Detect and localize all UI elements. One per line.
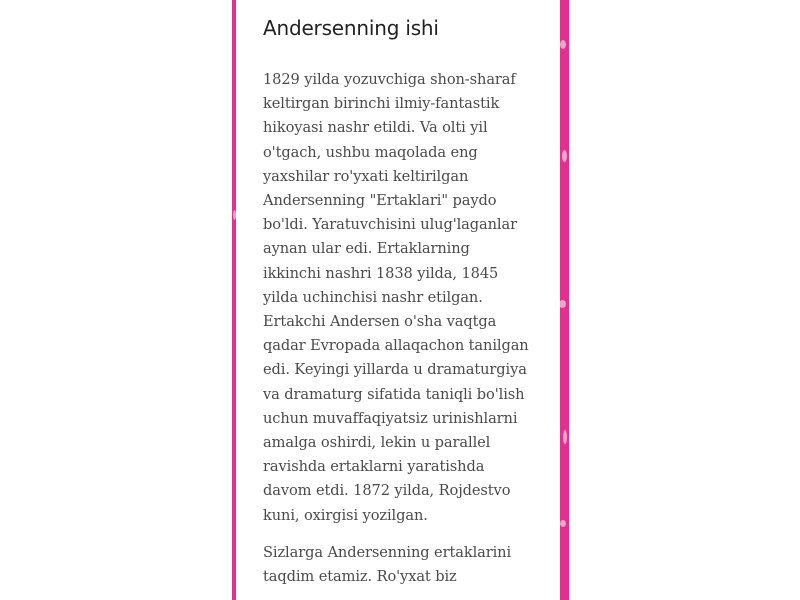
decorative-speck	[559, 300, 566, 308]
article-card	[236, 0, 560, 600]
article-paragraph: 1829 yilda yozuvchiga shon-sharaf keltirgan birinchi ilmiy-fantastik hikoyasi nashr etildi. Va olti yil o'tgach, ushbu maqolada eng yaxshilar ro'yxati keltirilgan Andersenning "Ertaklari" paydo bo'ldi. Yaratuvchisini ulug'laganlar aynan ular edi. Ertaklarning ikkinchi nashri 1838 yilda, 1845 yilda uchinchisi nashr etilgan. Ertakchi Andersen o'sha vaqtga qadar Evropada allaqachon tanilgan edi. Keyingi yillarda u dramaturgiya va dramaturg sifatida taniqli bo'lish uchun muvaffaqiyatsiz urinishlarni amalga oshirdi, lekin u parallel ravishda ertaklarni yaratishda davom etdi. 1872 yilda, Rojdestvo kuni, oxirgisi yozilgan.	[263, 71, 529, 524]
article-title: Andersenning ishi	[263, 16, 439, 40]
decorative-speck	[562, 150, 567, 162]
article-content	[236, 0, 560, 589]
decorative-speck	[560, 40, 566, 49]
decorative-speck	[560, 520, 566, 527]
decorative-speck	[563, 430, 567, 444]
article-paragraph: Sizlarga Andersenning ertaklarini taqdim etamiz. Ro'yxat biz	[263, 543, 512, 586]
